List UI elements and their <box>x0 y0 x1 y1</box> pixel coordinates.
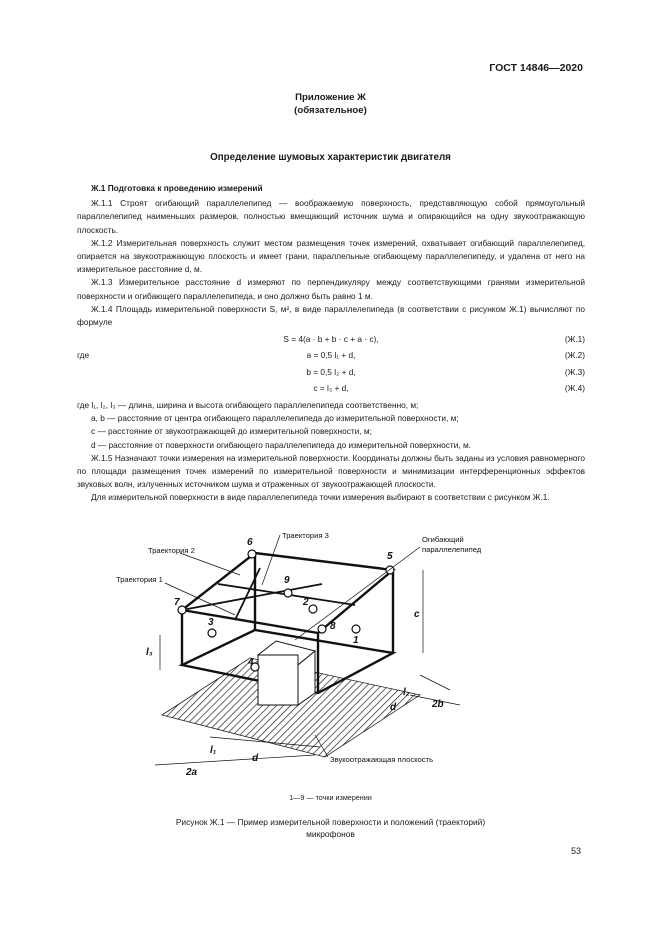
point-label-9: 9 <box>284 575 290 586</box>
definition-1: где l₁, l₂, l₃ — длина, ширина и высота огибающего параллелепипеда соответственно, м; <box>77 399 419 410</box>
appendix-title: Приложение Ж <box>295 92 366 103</box>
formula-row-2 <box>77 349 585 362</box>
dim-d-bottom: d <box>252 753 259 764</box>
paragraph-3: Ж.1.3 Измерительное расстояние d измеряют по перпендикуляру между соответствующими гранями измерительной поверхности и огибающего параллелепипеда, и оно должно быть равно 1 м. <box>77 277 585 301</box>
point-label-7: 7 <box>174 597 180 608</box>
dim-l2: l₂ <box>403 687 410 698</box>
figure-drawing <box>110 525 530 797</box>
subsection-title: Ж.1 Подготовка к проведению измерений <box>91 183 263 193</box>
figure-caption <box>0 816 661 840</box>
formula-2: a = 0,5 l₁ + d, <box>306 350 356 361</box>
figure-measurement-surface <box>110 525 530 797</box>
label-envelope-2: параллелепипед <box>422 545 482 554</box>
where-label: где <box>77 350 90 361</box>
standard-header: ГОСТ 14846—2020 <box>489 62 583 74</box>
formula-4: c = l₃ + d, <box>313 382 349 393</box>
dim-l3: l₃ <box>146 647 153 658</box>
dim-2b: 2b <box>432 699 444 710</box>
label-envelope-1: Огибающий <box>422 535 464 544</box>
point-label-5: 5 <box>387 551 393 562</box>
definition-4: d — расстояние от поверхности огибающего параллелепипеда до измерительной поверхности, м. <box>91 439 471 450</box>
formula-row-1 <box>77 333 585 346</box>
formula-1: S = 4(a · b + b · c + a · c), <box>283 334 379 345</box>
point-label-6: 6 <box>247 537 253 548</box>
dim-l1: l₁ <box>210 745 217 756</box>
formula-number-2: (Ж.2) <box>564 350 585 361</box>
point-label-3: 3 <box>208 617 214 628</box>
page-number: 53 <box>570 846 581 856</box>
point-label-2: 2 <box>303 597 309 608</box>
paragraph-4: Ж.1.4 Площадь измерительной поверхности S, м², в виде параллелепипеда (в соответствии с рисунком Ж.1) вычисляют по формуле <box>77 303 585 328</box>
section-title: Определение шумовых характеристик двигателя <box>210 152 451 163</box>
point-label-1: 1 <box>353 635 359 646</box>
figure-note: 1—9 — точки измерении <box>289 793 372 802</box>
label-trajectory-1: Траектория 1 <box>116 575 163 584</box>
appendix-status: (обязательное) <box>294 105 367 116</box>
paragraph-2: Ж.1.2 Измерительная поверхность служит местом размещения точек измерений, охватывает огибающий параллелепипед, опирается на звукоотражающую плоскость и имеет грани, параллельные огибающему параллелепипеду, и удалена от него на измерительное расстояние d, м. <box>77 237 585 275</box>
point-label-4: 4 <box>248 657 254 668</box>
paragraph-6: Для измерительной поверхности в виде параллелепипеда точки измерения выбирают в соответствии с рисунком Ж.1. <box>91 492 550 503</box>
appendix-heading <box>0 91 661 117</box>
label-trajectory-2: Траектория 2 <box>148 546 195 555</box>
paragraph-5: Ж.1.5 Назначают точки измерения на измерительной поверхности. Координаты должны быть заданы из условия равномерного по площади размещения точек измерений по измерительной поверхности и минимизации интерференционных эффектов звуковых волн, излученных источником шума и отраженных от звукоотражающей плоскости. <box>77 452 585 490</box>
dim-c: c <box>414 609 420 620</box>
caption-line-1: Рисунок Ж.1 — Пример измерительной поверхности и положений (траекторий) <box>175 817 486 827</box>
formula-3: b = 0,5 l₂ + d, <box>306 366 356 377</box>
dim-d-right: d <box>390 702 397 713</box>
formula-number-4: (Ж.4) <box>564 382 585 393</box>
label-trajectory-3: Траектория 3 <box>282 531 329 540</box>
definition-2: a, b — расстояние от центра огибающего параллелепипеда до измерительной поверхности, м; <box>91 413 459 424</box>
formula-number-1: (Ж.1) <box>564 334 585 345</box>
formula-row-4 <box>77 382 585 395</box>
text-body <box>77 182 585 505</box>
point-label-8: 8 <box>330 621 336 632</box>
paragraph-1: Ж.1.1 Строят огибающий параллелепипед — воображаемую поверхность, представляющую собой прямоугольный параллелепипед наименьших размеров, полностью вмещающий источник шума и опирающийся на одну звукоотражающую плоскость. <box>77 198 585 235</box>
label-reflecting-plane: Звукоотражающая плоскость <box>330 755 434 764</box>
formula-row-3 <box>77 366 585 379</box>
dim-2a: 2a <box>186 767 198 778</box>
caption-line-2: микрофонов <box>306 829 355 839</box>
formula-number-3: (Ж.3) <box>564 366 585 377</box>
envelope-box <box>258 641 315 705</box>
definition-3: c — расстояние от звукоотражающей до измерительной поверхности, м; <box>91 426 372 437</box>
